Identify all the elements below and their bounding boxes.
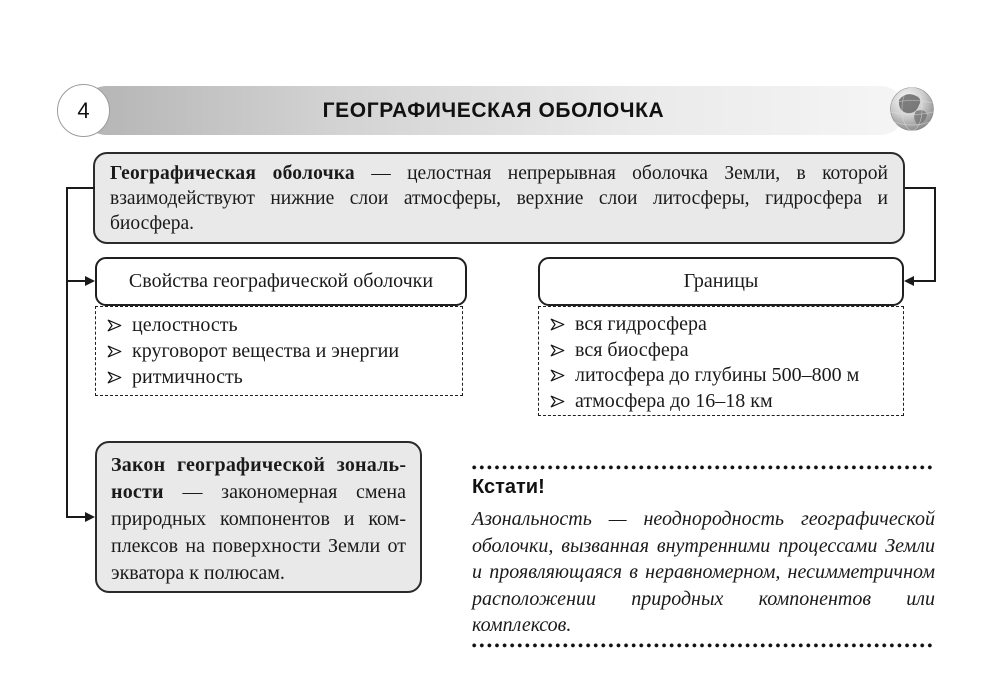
connector-boundaries-branch [914, 280, 935, 282]
arrowhead-law-icon [85, 512, 95, 522]
arrow-bullet-icon [550, 318, 565, 331]
dotted-divider-bottom [472, 643, 935, 648]
arrow-bullet-icon [550, 395, 565, 408]
page-title: ГЕОГРАФИЧЕСКАЯ ОБОЛОЧКА [322, 99, 665, 122]
law-term: Закон географической зональности [111, 454, 406, 503]
definition-box [93, 152, 905, 244]
law-text: — закономерная смена природных компонентов и комплексов на поверхности Земли от экватора к полюсам. [111, 481, 406, 584]
connector-law-branch [66, 516, 86, 518]
properties-box [95, 257, 467, 306]
page-number: 4 [77, 97, 90, 123]
connector-left-exit [66, 187, 95, 189]
arrow-bullet-icon [107, 345, 122, 358]
list-item [550, 363, 895, 389]
list-item-label: вся гидросфера [575, 313, 707, 335]
arrowhead-properties-icon [85, 276, 95, 286]
arrow-bullet-icon [107, 371, 122, 384]
arrow-bullet-icon [550, 344, 565, 357]
definition-term: Географическая оболочка [110, 163, 355, 184]
connector-right-vertical [934, 187, 936, 282]
list-item [107, 312, 454, 338]
list-item-label: вся биосфера [575, 338, 689, 361]
arrowhead-boundaries-icon [904, 276, 914, 286]
law-box [95, 441, 422, 593]
list-item [550, 312, 895, 338]
list-item [107, 338, 454, 364]
boundaries-title: Границы [683, 270, 759, 292]
list-item-label: атмосфера до 16–18 км [575, 389, 773, 412]
list-item [107, 364, 454, 390]
list-item-label: ритмичность [132, 366, 243, 388]
definition-text: — целостная непрерывная оболочка Земли, в которой взаимодействуют нижние слои атмосферы, верхние слои литосферы, гидросфера и биосфера. [110, 163, 888, 234]
page-number-badge [57, 84, 110, 137]
dotted-divider-top [472, 465, 935, 470]
earth-globe-icon [888, 85, 936, 133]
properties-list [95, 306, 463, 396]
boundaries-box [538, 257, 904, 306]
boundaries-list [538, 306, 904, 416]
properties-title: Свойства географической оболочки [128, 270, 434, 292]
arrow-bullet-icon [107, 319, 122, 332]
connector-properties-branch [66, 280, 86, 282]
list-item [550, 338, 895, 364]
list-item [550, 389, 895, 415]
arrow-bullet-icon [550, 369, 565, 382]
connector-right-exit [905, 187, 936, 189]
list-item-label: целостность [132, 314, 238, 336]
list-item-label: литосфера до глубины 500–800 м [575, 364, 860, 386]
aside-text: Азональность — неоднородность географической оболочки, вызванная внутренними процессами Земли и проявляющаяся в неравномерном, несимметричном расположении природных компонентов или комплексов. [472, 508, 935, 636]
list-item-label: круговорот вещества и энергии [132, 340, 400, 362]
aside-label: Кстати! [472, 476, 545, 498]
connector-left-vertical [66, 187, 68, 518]
